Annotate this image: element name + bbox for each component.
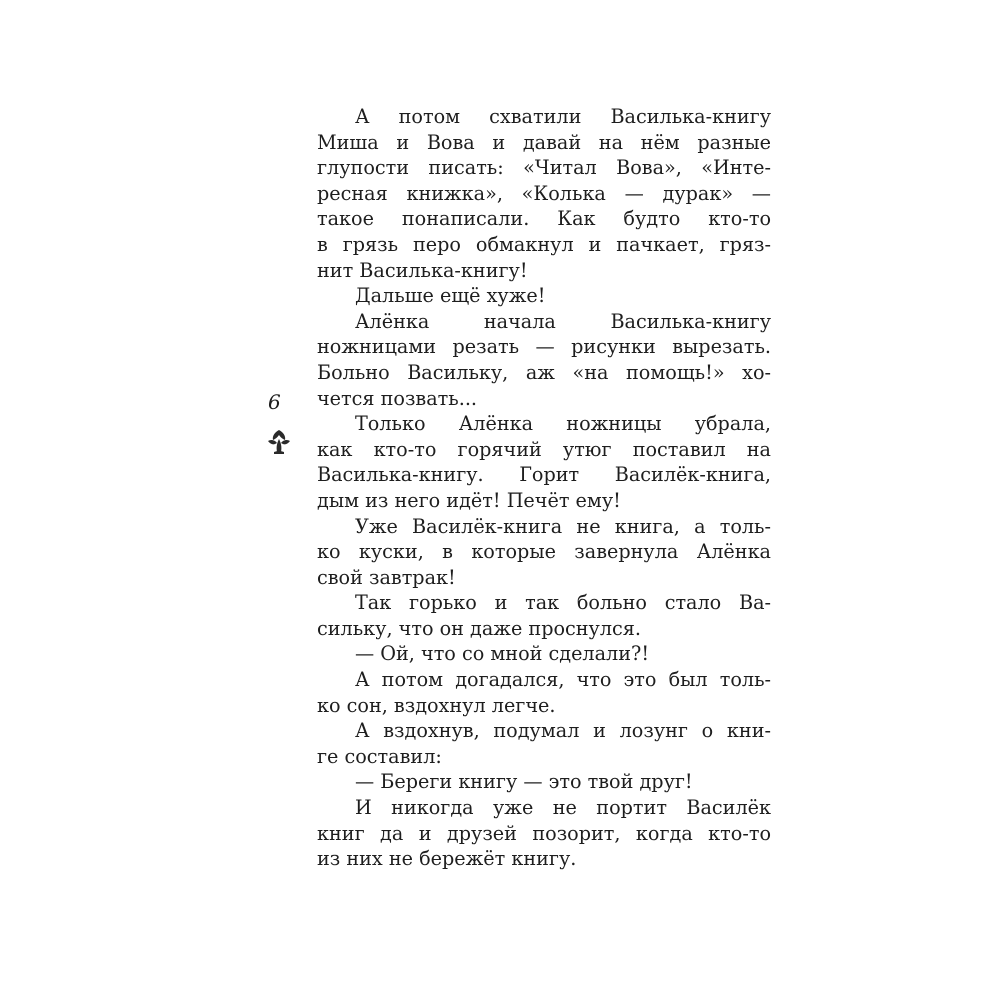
- text-line: дым из него идёт! Печёт ему!: [317, 488, 621, 512]
- text-line: из них не бережёт книгу.: [317, 847, 577, 871]
- story-text: [317, 104, 771, 872]
- paragraph: [317, 590, 771, 641]
- paragraph: [317, 795, 771, 872]
- text-line: нит Василька-книгу!: [317, 258, 528, 282]
- text-line: свой завтрак!: [317, 565, 456, 589]
- text-line: — Ой, что со мной сделали?!: [355, 642, 650, 666]
- text-line: ге составил:: [317, 744, 442, 768]
- text-line: Так горько и так больно стало Ва-: [355, 591, 771, 615]
- text-line: книг да и друзей позорит, когда кто-то: [317, 821, 771, 845]
- text-line: Уже Василёк-книга не книга, а толь-: [355, 514, 771, 538]
- text-line: ко сон, вздохнул легче.: [317, 693, 556, 717]
- text-line: А потом схватили Василька-книгу: [355, 105, 771, 128]
- paragraph: [317, 718, 771, 769]
- text-line: сильку, что он даже проснулся.: [317, 616, 641, 640]
- page-number: 6: [268, 390, 281, 414]
- text-line: Алёнка начала Василька-книгу: [355, 309, 771, 333]
- text-line: Дальше ещё хуже!: [355, 284, 546, 308]
- paragraph: [317, 641, 771, 667]
- text-line: Миша и Вова и давай на нём разные: [317, 130, 771, 154]
- text-line: чется позвать...: [317, 386, 478, 410]
- text-line: А потом догадался, что это был толь-: [355, 668, 771, 692]
- paragraph: [317, 667, 771, 718]
- paragraph: [317, 283, 771, 309]
- paragraph: [317, 309, 771, 411]
- text-line: Больно Васильку, аж «на помощь!» хо-: [317, 360, 771, 384]
- text-line: такое понаписали. Как будто кто-то: [317, 207, 771, 231]
- paragraph: [317, 411, 771, 513]
- text-line: А вздохнув, подумал и лозунг о кни-: [355, 719, 771, 743]
- paragraph: [317, 769, 771, 795]
- paragraph: [317, 514, 771, 591]
- leaf-ornament-icon: [264, 427, 294, 457]
- text-line: ко куски, в которые завернула Алёнка: [317, 540, 771, 564]
- text-line: глупости писать: «Читал Вова», «Инте-: [317, 156, 771, 180]
- text-line: как кто-то горячий утюг поставил на: [317, 437, 771, 461]
- text-line: в грязь перо обмакнул и пачкает, гряз-: [317, 232, 771, 256]
- text-line: И никогда уже не портит Василёк: [355, 796, 771, 820]
- text-line: ресная книжка», «Колька — дурак» —: [317, 181, 771, 205]
- text-line: Василька-книгу. Горит Василёк-книга,: [317, 463, 771, 487]
- text-line: ножницами резать — рисунки вырезать.: [317, 335, 771, 359]
- text-line: — Береги книгу — это твой друг!: [355, 770, 693, 794]
- text-line: Только Алёнка ножницы убрала,: [355, 412, 771, 436]
- paragraph: [317, 104, 771, 283]
